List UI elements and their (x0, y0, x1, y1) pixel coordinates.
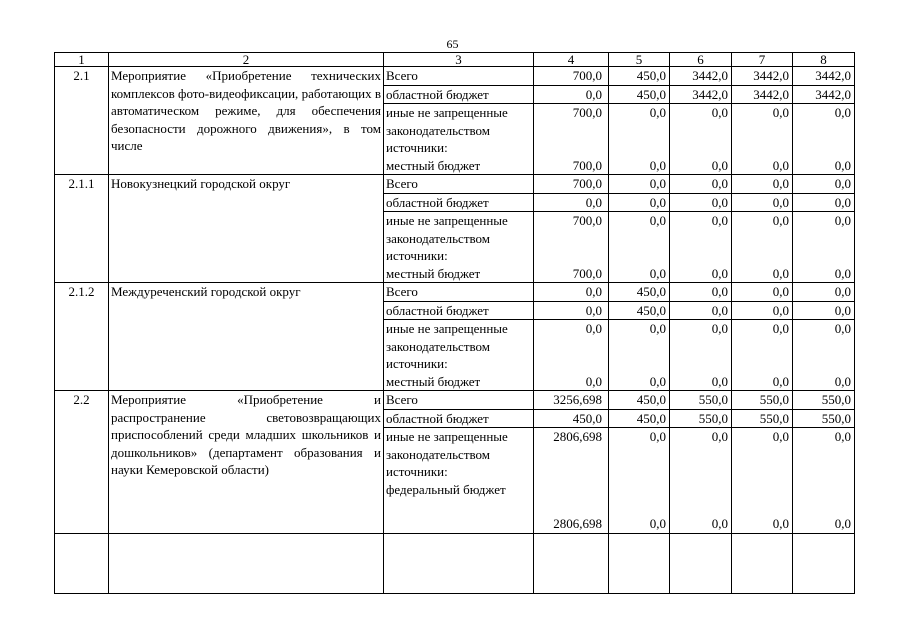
value-cell: 0,0 (732, 301, 793, 320)
value-cell: 3442,0 (732, 67, 793, 86)
value-cell: 3442,0 (793, 85, 855, 104)
empty-cell (534, 533, 609, 593)
value-cell: 0,0 (609, 193, 670, 212)
value-cell: 0,0 (793, 193, 855, 212)
value-cell: 450,0 (609, 85, 670, 104)
col-header: 7 (732, 53, 793, 67)
value-cell: 0,0 (670, 193, 732, 212)
value-cell: 0,0 (670, 283, 732, 302)
value-cell: 700,0 (534, 212, 609, 265)
value-cell: 700,0 (534, 175, 609, 194)
value-cell: 0,0 (793, 373, 855, 391)
value-cell: 3442,0 (793, 67, 855, 86)
value-cell: 0,0 (609, 175, 670, 194)
value-cell: 450,0 (609, 67, 670, 86)
value-cell: 550,0 (793, 409, 855, 428)
empty-cell (384, 533, 534, 593)
value-cell: 0,0 (732, 104, 793, 157)
value-cell: 0,0 (732, 157, 793, 175)
empty-cell (732, 533, 793, 593)
value-cell: 0,0 (793, 283, 855, 302)
funding-source-label: Всего (384, 283, 534, 302)
table-row (55, 283, 855, 302)
value-cell: 0,0 (732, 373, 793, 391)
value-cell: 0,0 (670, 373, 732, 391)
value-cell: 0,0 (670, 301, 732, 320)
value-cell: 0,0 (670, 175, 732, 194)
value-cell: 3442,0 (670, 67, 732, 86)
value-cell: 0,0 (534, 193, 609, 212)
item-code: 2.1.2 (55, 283, 109, 391)
value-cell: 0,0 (670, 481, 732, 534)
value-cell: 0,0 (793, 212, 855, 265)
value-cell: 0,0 (534, 85, 609, 104)
item-name: Новокузнецкий городской округ (109, 175, 384, 283)
funding-source-label: местный бюджет (384, 265, 534, 283)
value-cell: 550,0 (670, 409, 732, 428)
col-header: 5 (609, 53, 670, 67)
col-header: 8 (793, 53, 855, 67)
value-cell: 0,0 (534, 320, 609, 373)
table-body (55, 53, 855, 594)
value-cell: 3256,698 (534, 391, 609, 410)
value-cell: 450,0 (609, 391, 670, 410)
value-cell: 0,0 (670, 104, 732, 157)
item-code: 2.2 (55, 391, 109, 534)
value-cell: 0,0 (732, 212, 793, 265)
value-cell: 700,0 (534, 157, 609, 175)
empty-cell (109, 533, 384, 593)
funding-source-label: местный бюджет (384, 157, 534, 175)
value-cell: 450,0 (609, 283, 670, 302)
value-cell: 0,0 (609, 373, 670, 391)
table-row (55, 391, 855, 410)
value-cell: 0,0 (534, 283, 609, 302)
value-cell: 550,0 (732, 391, 793, 410)
value-cell: 700,0 (534, 265, 609, 283)
value-cell: 0,0 (793, 320, 855, 373)
value-cell: 550,0 (793, 391, 855, 410)
value-cell: 550,0 (670, 391, 732, 410)
value-cell: 450,0 (609, 409, 670, 428)
funding-source-label: иные не запрещенные законодательством источники: (384, 212, 534, 265)
funding-source-label: областной бюджет (384, 193, 534, 212)
item-code: 2.1.1 (55, 175, 109, 283)
value-cell: 0,0 (609, 157, 670, 175)
funding-source-label: иные не запрещенные законодательством источники: (384, 320, 534, 373)
value-cell: 0,0 (534, 373, 609, 391)
value-cell: 0,0 (793, 104, 855, 157)
value-cell: 450,0 (534, 409, 609, 428)
item-name: Междуреченский городской округ (109, 283, 384, 391)
value-cell: 700,0 (534, 104, 609, 157)
value-cell: 0,0 (732, 193, 793, 212)
value-cell: 0,0 (609, 481, 670, 534)
funding-source-label: Всего (384, 67, 534, 86)
value-cell: 2806,698 (534, 428, 609, 481)
value-cell: 0,0 (732, 481, 793, 534)
value-cell: 0,0 (609, 104, 670, 157)
funding-source-label: областной бюджет (384, 301, 534, 320)
value-cell: 0,0 (609, 212, 670, 265)
item-code: 2.1 (55, 67, 109, 175)
col-header: 3 (384, 53, 534, 67)
funding-source-label: областной бюджет (384, 409, 534, 428)
empty-cell (609, 533, 670, 593)
funding-source-label: федеральный бюджет (384, 481, 534, 534)
table-row (55, 67, 855, 86)
value-cell: 0,0 (670, 212, 732, 265)
value-cell: 0,0 (670, 320, 732, 373)
value-cell: 700,0 (534, 67, 609, 86)
value-cell: 0,0 (732, 283, 793, 302)
value-cell: 0,0 (793, 481, 855, 534)
value-cell: 0,0 (534, 301, 609, 320)
value-cell: 2806,698 (534, 481, 609, 534)
empty-cell (55, 533, 109, 593)
value-cell: 0,0 (732, 265, 793, 283)
value-cell: 0,0 (732, 428, 793, 481)
value-cell: 0,0 (670, 428, 732, 481)
value-cell: 0,0 (609, 320, 670, 373)
funding-source-label: Всего (384, 391, 534, 410)
item-name: Мероприятие «Приобретение и распространение световозвращающих приспособлений среди младших школьников и дошкольников» (департамент образования и науки Кемеровской области) (109, 391, 384, 534)
value-cell: 0,0 (670, 265, 732, 283)
value-cell: 3442,0 (732, 85, 793, 104)
value-cell: 0,0 (793, 175, 855, 194)
col-header: 2 (109, 53, 384, 67)
value-cell: 3442,0 (670, 85, 732, 104)
funding-source-label: иные не запрещенные законодательством источники: (384, 104, 534, 157)
value-cell: 0,0 (732, 175, 793, 194)
funding-source-label: областной бюджет (384, 85, 534, 104)
value-cell: 0,0 (793, 428, 855, 481)
value-cell: 0,0 (793, 265, 855, 283)
col-header: 6 (670, 53, 732, 67)
value-cell: 550,0 (732, 409, 793, 428)
header-row (55, 53, 855, 67)
col-header: 1 (55, 53, 109, 67)
value-cell: 450,0 (609, 301, 670, 320)
value-cell: 0,0 (670, 157, 732, 175)
value-cell: 0,0 (609, 428, 670, 481)
page-number: 65 (446, 37, 459, 51)
empty-cell (670, 533, 732, 593)
table-row (55, 175, 855, 194)
item-name: Мероприятие «Приобретение технических комплексов фото-видеофиксации, работающих в автоматическом режиме, для обеспечения безопасности дорожного движения», в том числе (109, 67, 384, 175)
funding-source-label: иные не запрещенные законодательством источники: (384, 428, 534, 481)
value-cell: 0,0 (793, 301, 855, 320)
empty-cell (793, 533, 855, 593)
value-cell: 0,0 (732, 320, 793, 373)
funding-source-label: Всего (384, 175, 534, 194)
col-header: 4 (534, 53, 609, 67)
value-cell: 0,0 (793, 157, 855, 175)
table-row-filler (55, 533, 855, 593)
budget-table (54, 52, 855, 594)
value-cell: 0,0 (609, 265, 670, 283)
funding-source-label: местный бюджет (384, 373, 534, 391)
